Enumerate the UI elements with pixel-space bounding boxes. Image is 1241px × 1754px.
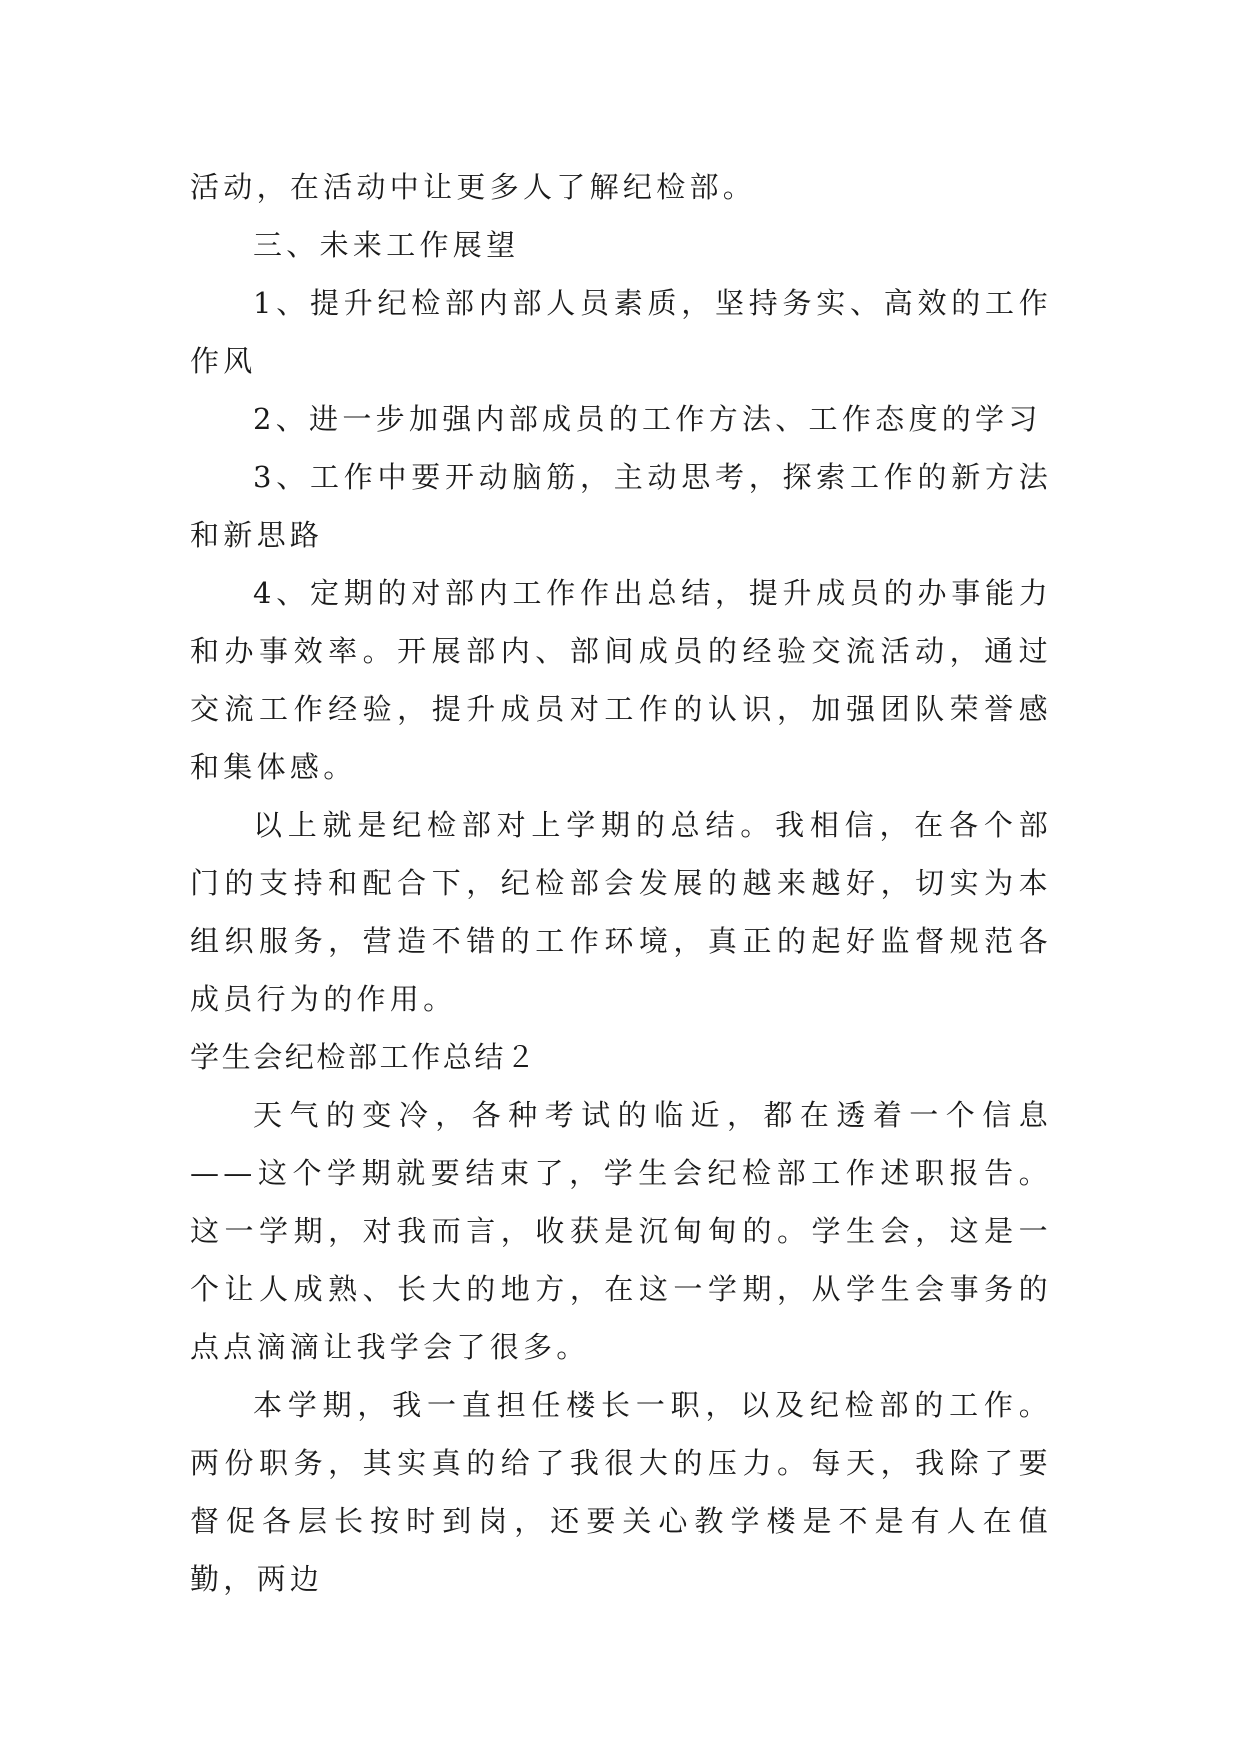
list-item-2: 2、进一步加强内部成员的工作方法、工作态度的学习 [253, 402, 1042, 436]
paragraph-intro: 天气的变冷，各种考试的临近，都在透着一个信息——这个学期就要结束了，学生会纪检部工作述职报告。这一学期，对我而言，收获是沉甸甸的。学生会，这是一个让人成熟、长大的地方，在这一学期，从学生会事务的点点滴滴让我学会了很多。 [190, 1098, 1052, 1364]
paragraph-continuation: 活动，在活动中让更多人了解纪检部。 [190, 170, 757, 204]
section-heading-future-outlook: 三、未来工作展望 [253, 228, 520, 262]
list-item-4: 4、定期的对部内工作作出总结，提升成员的办事能力和办事效率。开展部内、部间成员的经验交流活动，通过交流工作经验，提升成员对工作的认识，加强团队荣誉感和集体感。 [190, 576, 1052, 784]
list-item-3: 3、工作中要开动脑筋，主动思考，探索工作的新方法和新思路 [190, 460, 1052, 552]
document-body [190, 158, 1052, 1608]
article-title-2: 学生会纪检部工作总结２ [190, 1040, 538, 1074]
list-item-1: 1、提升纪检部内部人员素质，坚持务实、高效的工作作风 [190, 286, 1052, 378]
paragraph-duties: 本学期，我一直担任楼长一职，以及纪检部的工作。两份职务，其实真的给了我很大的压力。每天，我除了要督促各层长按时到岗，还要关心教学楼是不是有人在值勤，两边 [190, 1388, 1052, 1596]
paragraph-conclusion: 以上就是纪检部对上学期的总结。我相信，在各个部门的支持和配合下，纪检部会发展的越来越好，切实为本组织服务，营造不错的工作环境，真正的起好监督规范各成员行为的作用。 [190, 808, 1052, 1016]
